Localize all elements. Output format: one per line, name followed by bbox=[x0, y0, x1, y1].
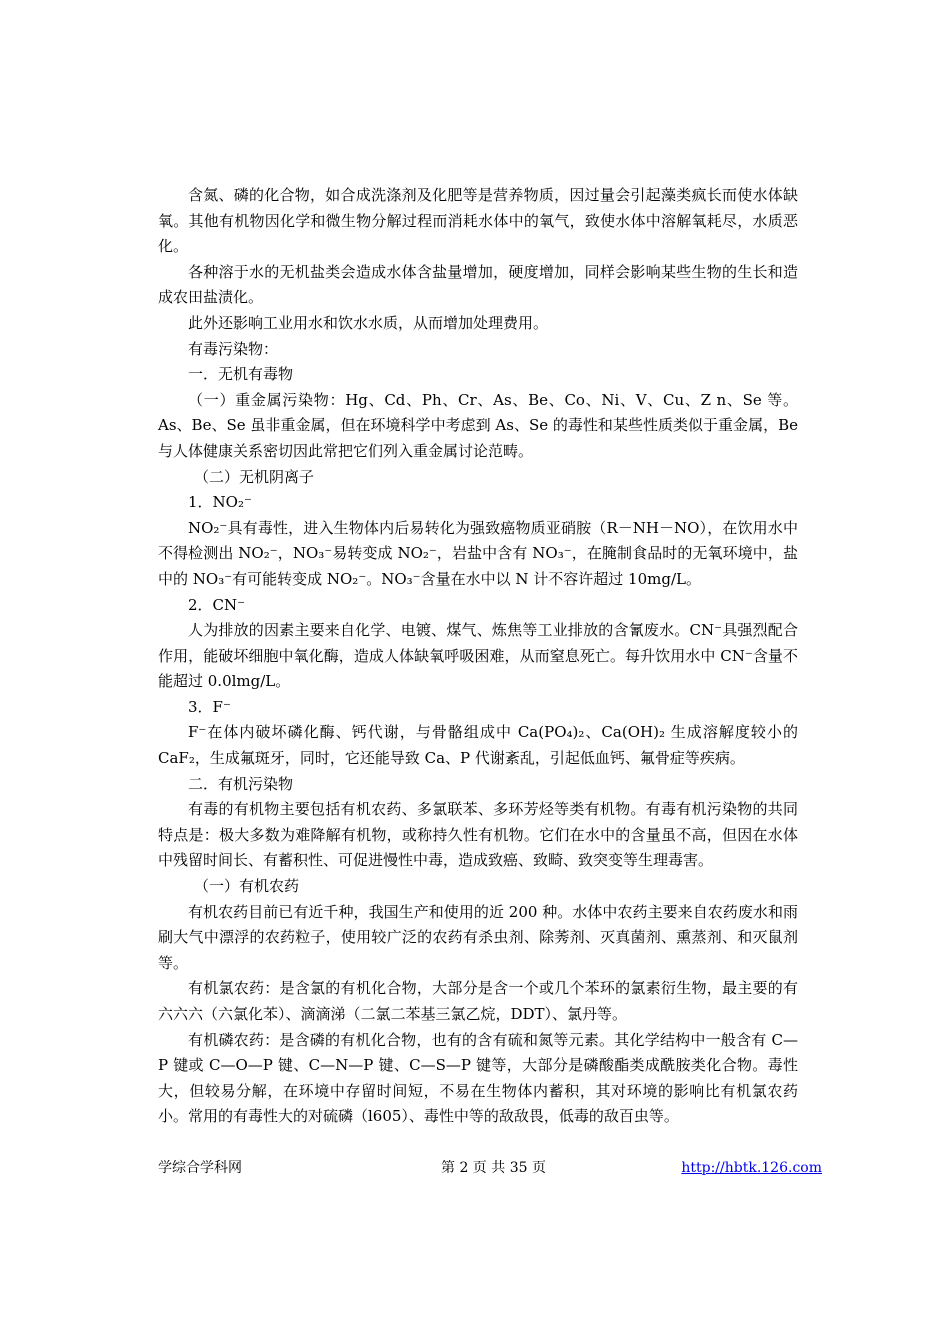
paragraph-heavy-metals: （一）重金属污染物：Hg、Cd、Ph、Cr、As、Be、Co、Ni、V、Cu、Z n、Se 等。As、Be、Se 虽非重金属，但在环境科学中考虑到 As、Se 的毒性和某些性质类似于重金属，Be 与人体健康关系密切因此常把它们列入重金属讨论范畴。 bbox=[158, 390, 798, 460]
paragraph-water-quality: 此外还影响工业用水和饮水水质，从而增加处理费用。 bbox=[188, 313, 549, 332]
heading-inorganic-anions: （二）无机阴离子 bbox=[194, 467, 315, 486]
paragraph-organic-pesticides: 有机农药目前已有近千种，我国生产和使用的近 200 种。水体中农药主要来自农药废水和雨刷大气中漂浮的农药粒子，使用较广泛的农药有杀虫剂、除莠剂、灭真菌剂、熏蒸剂、和灭鼠剂等。 bbox=[158, 902, 798, 972]
heading-inorganic-toxics: 一．无机有毒物 bbox=[188, 365, 294, 384]
paragraph-inorganic-salts: 各种溶于水的无机盐类会造成水体含盐量增加，硬度增加，同样会影响某些生物的生长和造成农田盐渍化。 bbox=[158, 262, 798, 307]
paragraph-organophosphorus: 有机磷农药：是含磷的有机化合物，也有的含有硫和氮等元素。其化学结构中一般含有 C—P 键或 C—O—P 键、C—N—P 键、C—S—P 键等，大部分是磷酸酯类成酰胺类化合物。毒性大，但较易分解，在环境中存留时间短，不易在生物体内蓄积，其对环境的影响比有机氯农药小。常用的有毒性大的对硫磷（l605）、毒性中等的敌敌畏，低毒的敌百虫等。 bbox=[158, 1030, 798, 1126]
paragraph-nitrite: NO₂⁻具有毒性，进入生物体内后易转化为强致癌物质亚硝胺（R－NH－NO），在饮用水中不得检测出 NO₂⁻，NO₃⁻易转变成 NO₂⁻，岩盐中含有 NO₃⁻，在腌制食品时的无氧环境中，盐中的 NO₃⁻有可能转变成 NO₂⁻。NO₃⁻含量在水中以 N 计不容许超过 10mg/L。 bbox=[158, 518, 798, 588]
heading-organic-pesticides: （一）有机农药 bbox=[194, 877, 300, 896]
heading-cyanide: 2．CN⁻ bbox=[188, 595, 246, 614]
heading-organic-pollutants: 二．有机污染物 bbox=[188, 774, 294, 793]
heading-nitrite: 1．NO₂⁻ bbox=[188, 493, 252, 512]
page-footer bbox=[158, 1158, 822, 1178]
footer-link[interactable]: http://hbtk.126.com bbox=[681, 1160, 822, 1176]
paragraph-eutrophication: 含氮、磷的化合物，如合成洗涤剂及化肥等是营养物质，因过量会引起藻类疯长而使水体缺氧。其他有机物因化学和微生物分解过程而消耗水体中的氧气，致使水体中溶解氧耗尽，水质恶化。 bbox=[158, 186, 798, 256]
paragraph-cyanide: 人为排放的因素主要来自化学、电镀、煤气、炼焦等工业排放的含氰废水。CN⁻具强烈配合作用，能破坏细胞中氧化酶，造成人体缺氧呼吸困难，从而窒息死亡。每升饮用水中 CN⁻含量不能超过 0.0lmg/L。 bbox=[158, 621, 798, 691]
document-body bbox=[158, 183, 798, 1130]
heading-toxic-pollutants: 有毒污染物： bbox=[188, 339, 279, 358]
footer-page-number: 第 2 页 共 35 页 bbox=[441, 1160, 546, 1176]
paragraph-fluoride: F⁻在体内破坏磷化酶、钙代谢，与骨骼组成中 Ca(PO₄)₂、Ca(OH)₂ 生成溶解度较小的 CaF₂，生成氟斑牙，同时，它还能导致 Ca、P 代谢紊乱，引起低血钙、氟骨症等疾病。 bbox=[158, 723, 798, 768]
footer-site-name: 学综合学科网 bbox=[158, 1160, 242, 1176]
heading-fluoride: 3．F⁻ bbox=[188, 697, 231, 716]
paragraph-organic-pollutants: 有毒的有机物主要包括有机农药、多氯联苯、多环芳烃等类有机物。有毒有机污染物的共同特点是：极大多数为难降解有机物，或称持久性有机物。它们在水中的含量虽不高，但因在水体中残留时间长、有蓄积性、可促进慢性中毒，造成致癌、致畸、致突变等生理毒害。 bbox=[158, 800, 798, 870]
paragraph-organochlorine: 有机氯农药：是含氯的有机化合物，大部分是含一个或几个苯环的氯素衍生物，最主要的有六六六（六氯化苯）、滴滴涕（二氯二苯基三氯乙烷，DDT）、氯丹等。 bbox=[158, 979, 798, 1023]
